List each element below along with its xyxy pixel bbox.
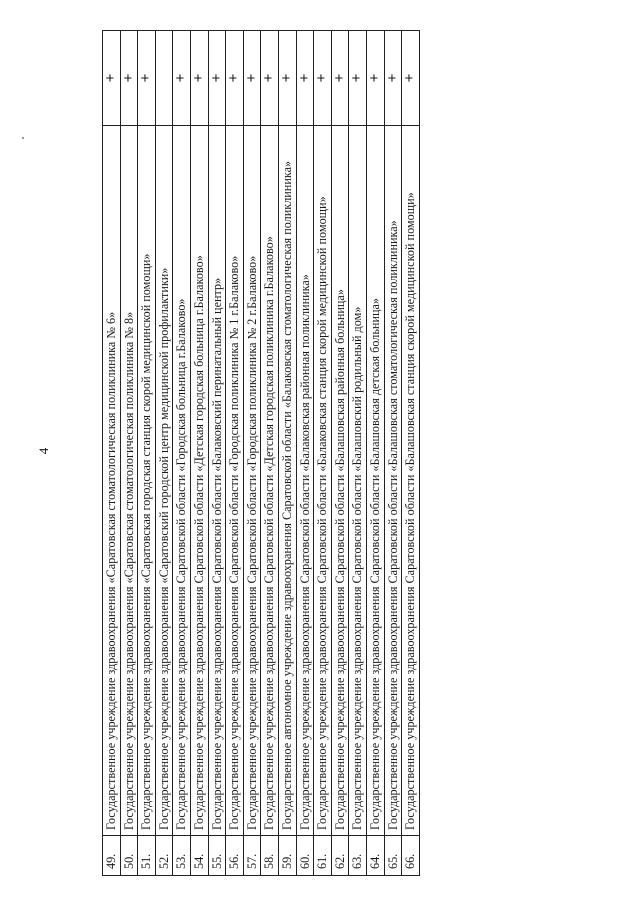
institution-name: Государственное учреждение здравоохранения Саратовской области «Балаковский перинатальный центр»: [208, 126, 226, 836]
mark-cell: +: [120, 31, 138, 126]
mark-cell: +: [208, 31, 226, 126]
institution-name: Государственное учреждение здравоохранения Саратовской области «Балашовская детская больница»: [366, 126, 384, 836]
table-row: [331, 31, 349, 876]
institution-name: Государственное автономное учреждение здравоохранения Саратовской области «Балаковская стоматологическая поликлиника»: [278, 126, 296, 836]
table-row: [384, 31, 402, 876]
row-number: 58.: [261, 836, 279, 876]
row-number: 49.: [103, 836, 121, 876]
institution-name: Государственное учреждение здравоохранения Саратовской области «Балашовская стоматологическая поликлиника»: [384, 126, 402, 836]
mark-cell: +: [314, 31, 332, 126]
institution-name: Государственное учреждение здравоохранения Саратовской области «Балашовская районная больница»: [331, 126, 349, 836]
table-row: [349, 31, 367, 876]
table-row: [190, 31, 208, 876]
mark-cell: +: [190, 31, 208, 126]
mark-cell: +: [103, 31, 121, 126]
institutions-table: [102, 30, 420, 876]
institution-name: Государственное учреждение здравоохранения «Саратовская стоматологическая поликлиника № 8»: [120, 126, 138, 836]
table-row: [226, 31, 244, 876]
page-number: 4: [36, 447, 51, 455]
scan-speck: [22, 137, 24, 139]
mark-cell: +: [384, 31, 402, 126]
row-number: 61.: [314, 836, 332, 876]
row-number: 62.: [331, 836, 349, 876]
institution-name: Государственное учреждение здравоохранения Саратовской области «Городская поликлиника № 1 г.Балаково»: [226, 126, 244, 836]
row-number: 60.: [296, 836, 314, 876]
mark-cell: [155, 31, 173, 126]
row-number: 55.: [208, 836, 226, 876]
institution-name: Государственное учреждение здравоохранения Саратовской области «Балашовский родильный дом»: [349, 126, 367, 836]
mark-cell: +: [278, 31, 296, 126]
table-row: [402, 31, 420, 876]
table-row: [366, 31, 384, 876]
institution-name: Государственное учреждение здравоохранения Саратовской области «Детская городская поликлиника г.Балаково»: [261, 126, 279, 836]
row-number: 59.: [278, 836, 296, 876]
row-number: 54.: [190, 836, 208, 876]
row-number: 65.: [384, 836, 402, 876]
table-row: [261, 31, 279, 876]
mark-cell: +: [296, 31, 314, 126]
mark-cell: +: [366, 31, 384, 126]
row-number: 53.: [173, 836, 191, 876]
row-number: 51.: [138, 836, 156, 876]
institution-name: Государственное учреждение здравоохранения Саратовской области «Балаковская станция скорой медицинской помощи»: [314, 126, 332, 836]
mark-cell: +: [138, 31, 156, 126]
row-number: 64.: [366, 836, 384, 876]
row-number: 56.: [226, 836, 244, 876]
mark-cell: +: [261, 31, 279, 126]
mark-cell: +: [402, 31, 420, 126]
row-number: 63.: [349, 836, 367, 876]
table-row: [173, 31, 191, 876]
row-number: 66.: [402, 836, 420, 876]
table-row: [155, 31, 173, 876]
table-body: [103, 31, 420, 876]
row-number: 50.: [120, 836, 138, 876]
table-row: [278, 31, 296, 876]
mark-cell: +: [349, 31, 367, 126]
row-number: 52.: [155, 836, 173, 876]
table-row: [314, 31, 332, 876]
mark-cell: +: [243, 31, 261, 126]
table-row: [296, 31, 314, 876]
institution-name: Государственное учреждение здравоохранения Саратовской области «Городская больница г.Балаково»: [173, 126, 191, 836]
institution-name: Государственное учреждение здравоохранения Саратовской области «Балашовская станция скорой медицинской помощи»: [402, 126, 420, 836]
institution-name: Государственное учреждение здравоохранения Саратовской области «Городская поликлиника № 2 г.Балаково»: [243, 126, 261, 836]
institution-name: Государственное учреждение здравоохранения «Саратовский городской центр медицинской профилактики»: [155, 126, 173, 836]
row-number: 57.: [243, 836, 261, 876]
institution-name: Государственное учреждение здравоохранения «Саратовская городская станция скорой медицинской помощи»: [138, 126, 156, 836]
table-row: [138, 31, 156, 876]
table-row: [208, 31, 226, 876]
table-row: [120, 31, 138, 876]
institution-name: Государственное учреждение здравоохранения Саратовской области «Детская городская больница г.Балаково»: [190, 126, 208, 836]
institution-name: Государственное учреждение здравоохранения «Саратовская стоматологическая поликлиника № 6»: [103, 126, 121, 836]
table-row: [243, 31, 261, 876]
table-row: [103, 31, 121, 876]
mark-cell: +: [331, 31, 349, 126]
rotated-table-wrapper: [102, 31, 420, 876]
mark-cell: +: [226, 31, 244, 126]
institution-name: Государственное учреждение здравоохранения Саратовской области «Балаковская районная поликлиника»: [296, 126, 314, 836]
mark-cell: +: [173, 31, 191, 126]
